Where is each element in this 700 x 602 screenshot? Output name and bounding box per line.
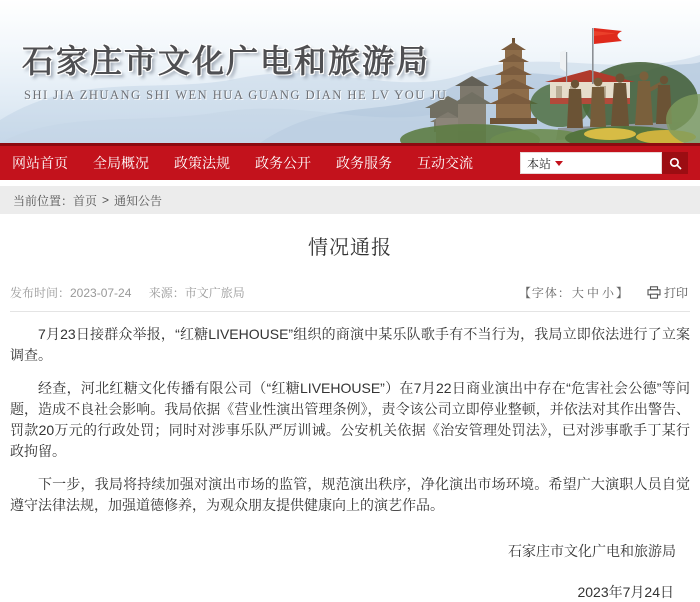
- nav-item-home[interactable]: 网站首页: [12, 155, 68, 171]
- article-meta-left: [10, 284, 259, 301]
- breadcrumb-separator: >: [102, 193, 110, 207]
- printer-icon: [647, 286, 661, 299]
- issuing-authority: 石家庄市文化广电和旅游局: [508, 543, 676, 559]
- main-navbar: [0, 143, 700, 180]
- nav-item-gov-services[interactable]: 政务服务: [336, 155, 392, 171]
- breadcrumb: [0, 186, 700, 214]
- font-size-large-button[interactable]: 大: [571, 286, 585, 300]
- document-date: 2023年7月24日: [577, 584, 674, 600]
- search-scope-dropdown[interactable]: 本站: [527, 156, 552, 171]
- font-size-medium-button[interactable]: 中: [586, 286, 600, 300]
- paragraph: 下一步，我局将持续加强对演出市场的监管，规范演出秩序，净化演出市场环境。希望广大演职人员自觉遵守法律法规，加强道德修养，为观众朋友提供健康向上的演艺作品。: [10, 476, 690, 513]
- search-input[interactable]: [520, 152, 662, 174]
- article-source: 来源：市文广旅局: [148, 286, 245, 300]
- font-size-small-button[interactable]: 小: [601, 286, 615, 300]
- publish-time: 发布时间：2023-07-24: [10, 286, 132, 300]
- article-meta-row: [10, 284, 690, 312]
- font-size-prefix: 【字体：: [518, 286, 571, 300]
- paragraph: 7月23日接群众举报，“红糖LIVEHOUSE”组织的商演中某乐队歌手有不当行为，我局立即依法进行了立案调查。: [10, 326, 690, 363]
- site-title: 石家庄市文化广电和旅游局: [22, 43, 431, 79]
- breadcrumb-link-home[interactable]: 首页: [73, 193, 98, 208]
- nav-item-gov-disclosure[interactable]: 政务公开: [255, 155, 311, 171]
- article-body: [10, 324, 690, 516]
- article-meta-right: [519, 284, 688, 301]
- caret-down-icon[interactable]: [555, 161, 563, 166]
- breadcrumb-link-notices[interactable]: 通知公告: [114, 193, 163, 208]
- print-button[interactable]: [647, 284, 688, 301]
- page-title: 情况通报: [308, 237, 392, 259]
- print-label: 打印: [663, 286, 688, 300]
- nav-item-interaction[interactable]: 互动交流: [417, 155, 473, 171]
- signature-block: [10, 541, 690, 602]
- nav-item-policies[interactable]: 政策法规: [174, 155, 230, 171]
- magnifier-icon: [669, 157, 682, 170]
- nav-item-overview[interactable]: 全局概况: [93, 155, 149, 171]
- site-subtitle-pinyin: SHI JIA ZHUANG SHI WEN HUA GUANG DIAN HE LV YOU JU: [24, 88, 448, 102]
- article: [0, 231, 700, 602]
- font-size-suffix: 】: [615, 286, 629, 300]
- font-size-control: [519, 284, 629, 301]
- site-search: [520, 152, 688, 174]
- breadcrumb-prefix: 当前位置：: [13, 193, 74, 208]
- search-button[interactable]: [662, 152, 688, 174]
- paragraph: 经查，河北红糖文化传播有限公司（“红糖LIVEHOUSE”）在7月22日商业演出中存在“危害社会公德”等问题，造成不良社会影响。我局依据《营业性演出管理条例》，责令该公司立即停业整顿，并依法对其作出警告、罚款20万元的行政处罚；同时对涉事乐队严厉训诫。公安机关依据《治安管理处罚法》，已对涉事歌手丁某行政拘留。: [10, 380, 690, 459]
- site-header-banner: [0, 0, 700, 143]
